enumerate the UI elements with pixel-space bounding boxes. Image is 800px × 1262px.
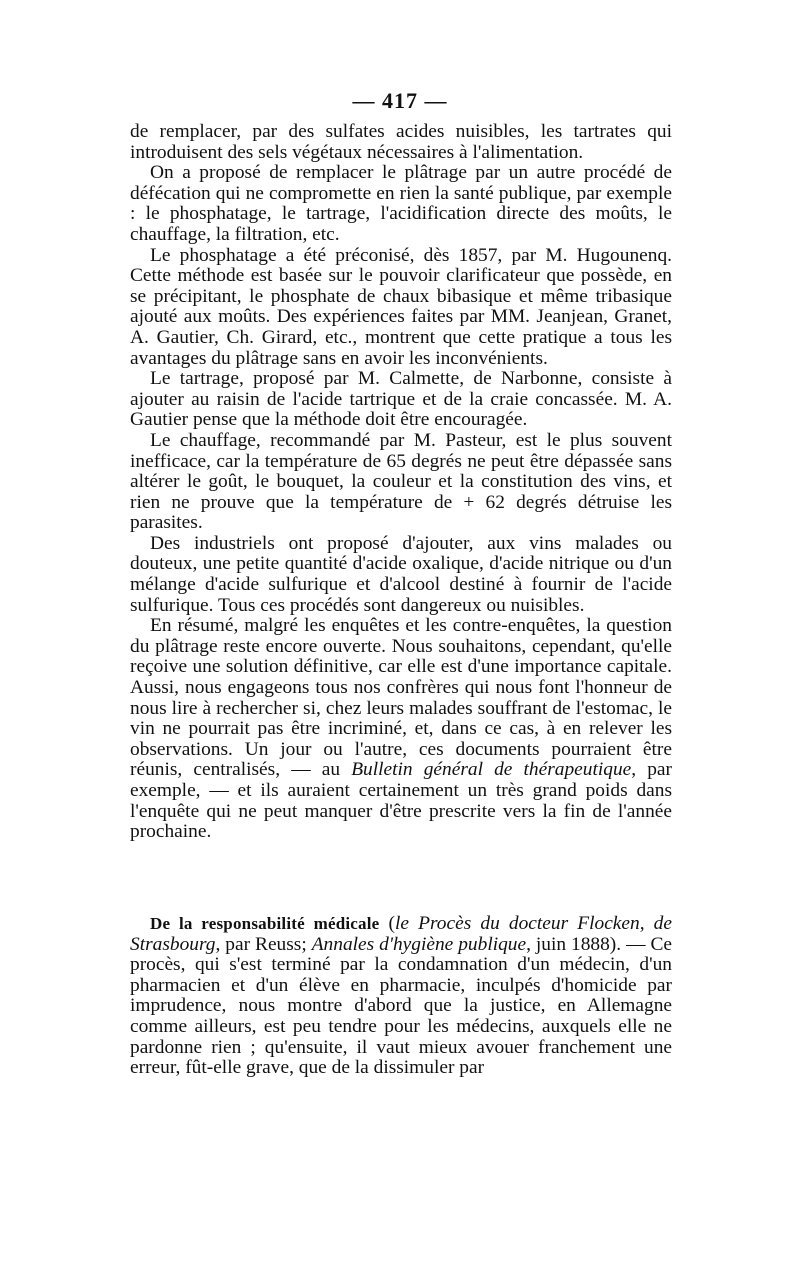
paragraph-phosphatage: Le phosphatage a été préconisé, dès 1857, par M. Hugounenq. Cette méthode est basée sur le pouvoir clarificateur que possède, en se précipitant, le phosphate de chaux bibasique et même tribasique ajouté aux moûts. Des expériences faites par MM. Jeanjean, Granet, A. Gautier, Ch. Girard, etc., montrent que cette pratique a tous les avantages du plâtrage sans en avoir les inconvénients. [130, 244, 672, 369]
section-responsabilite [130, 914, 672, 1079]
paragraph-chauffage: Le chauffage, recommandé par M. Pasteur, est le plus souvent inefficace, car la température de 65 degrés ne peut être dépassée sans altérer le goût, le bouquet, la couleur et la constitution des vins, et rien ne prouve que la température de + 62 degrés détruise les parasites. [130, 429, 672, 534]
section-body: — Ce procès, qui s'est terminé par la condamnation d'un médecin, d'un pharmacien et d'un élève en pharmacie, inculpés d'homicide par imprudence, nous montre d'abord que la justice, en Allemagne comme ailleurs, est peu tendre pour les médecins, auxquels elle ne pardonne rien ; qu'ensuite, il vaut mieux avouer franchement une erreur, fût-elle grave, que de la dissimuler par [130, 933, 672, 1079]
reference-author: , par Reuss; [215, 933, 312, 955]
reference-date: , juin 1888). [526, 933, 622, 955]
main-text [130, 122, 672, 843]
resume-text-end: , par exemple, — et ils auraient certainement un très grand poids dans l'enquête qui ne peut manquer d'être prescrite vers la fin de l'année prochaine. [130, 759, 672, 843]
paragraph-tartrage: Le tartrage, proposé par M. Calmette, de Narbonne, consiste à ajouter au raisin de l'acide tartrique et de la craie concassée. M. A. Gautier pense que la méthode doit être encouragée. [130, 368, 672, 431]
reference-journal-title: Annales d'hygiène publique [311, 933, 527, 955]
paragraph-industriels: Des industriels ont proposé d'ajouter, aux vins malades ou douteux, une petite quantité d'acide oxalique, d'acide nitrique ou d'un mélange d'acide sulfurique et d'alcool destiné à fournir de l'acide sulfurique. Tous ces procédés sont dangereux ou nuisibles. [130, 532, 672, 616]
intro-paragraph: de remplacer, par des sulfates acides nuisibles, les tartrates qui introduisent des sels végétaux nécessaires à l'alimentation. [130, 121, 672, 163]
resume-text-start: En résumé, malgré les enquêtes et les contre-enquêtes, la question du plâtrage reste encore ouverte. Nous souhaitons, cependant, qu'elle reçoive une solution définitive, car elle est d'une importance capitale. Aussi, nous engageons tous nos confrères qui nous font l'honneur de nous lire à rechercher si, chez leurs malades souffrant de l'estomac, le vin ne pourrait pas être incriminé, et, dans ce cas, à en relever les observations. Un jour ou l'autre, ces documents pourraient être réunis, centralisés, — au [130, 615, 672, 781]
reference-proces-title: le Procès du docteur Flocken, de Strasbourg [130, 913, 672, 955]
section-paragraph [130, 914, 672, 1079]
section-heading: De la responsabilité médicale [150, 914, 380, 933]
page-number: — 417 — [352, 88, 448, 113]
bulletin-title: Bulletin général de thérapeutique [351, 759, 632, 781]
reference-open: ( [379, 913, 395, 934]
paragraph-defecation: On a proposé de remplacer le plâtrage par un autre procédé de défécation qui ne compromette en rien la santé publique, par exemple : le phosphatage, le tartrage, l'acidification directe des moûts, le chauffage, la filtration, etc. [130, 162, 672, 245]
paragraph-resume [130, 616, 672, 843]
